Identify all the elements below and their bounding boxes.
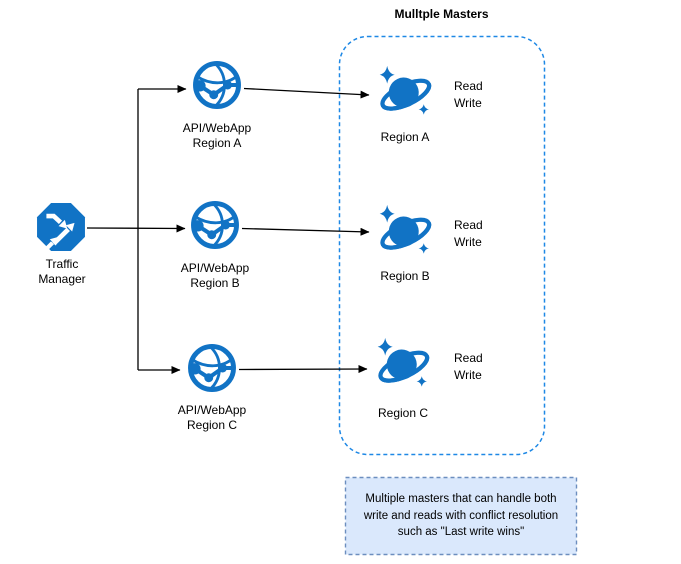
octagon-shape (37, 203, 85, 251)
app-service-region-a-icon (191, 59, 243, 111)
app-region-a-label: API/WebApp Region A (182, 121, 252, 150)
app-a-to-db-a-line (244, 89, 369, 96)
app-service-region-b-icon (189, 199, 241, 251)
app-region-b-label: API/WebApp Region B (180, 261, 250, 290)
db-region-b-read-write: Read Write (454, 218, 483, 249)
app-c-to-db-c-line (239, 369, 367, 370)
multiple-masters-container (340, 37, 545, 455)
db-region-a-label: Region A (380, 130, 430, 144)
app-region-c-label: API/WebApp Region C (177, 403, 247, 432)
traffic-manager-label: Traffic Manager (38, 257, 86, 286)
db-region-b-label: Region B (380, 269, 430, 283)
tm-to-app-b-line (87, 228, 185, 229)
multiple-masters-title: Mulltple Masters (394, 7, 489, 21)
db-region-c-read-write: Read Write (454, 351, 483, 382)
db-region-c-label: Region C (377, 406, 429, 420)
cosmos-db-region-b-icon (375, 202, 435, 262)
app-b-to-db-b-line (242, 229, 369, 233)
cosmos-db-region-a-icon (375, 63, 435, 123)
note-text: Multiple masters that can handle both write and reads with conflict resolution such as "Last write wins" (363, 493, 559, 539)
traffic-manager-icon (36, 202, 86, 252)
cosmos-db-region-c-icon (373, 335, 433, 395)
app-service-region-c-icon (186, 342, 238, 394)
db-region-a-read-write: Read Write (454, 79, 483, 110)
